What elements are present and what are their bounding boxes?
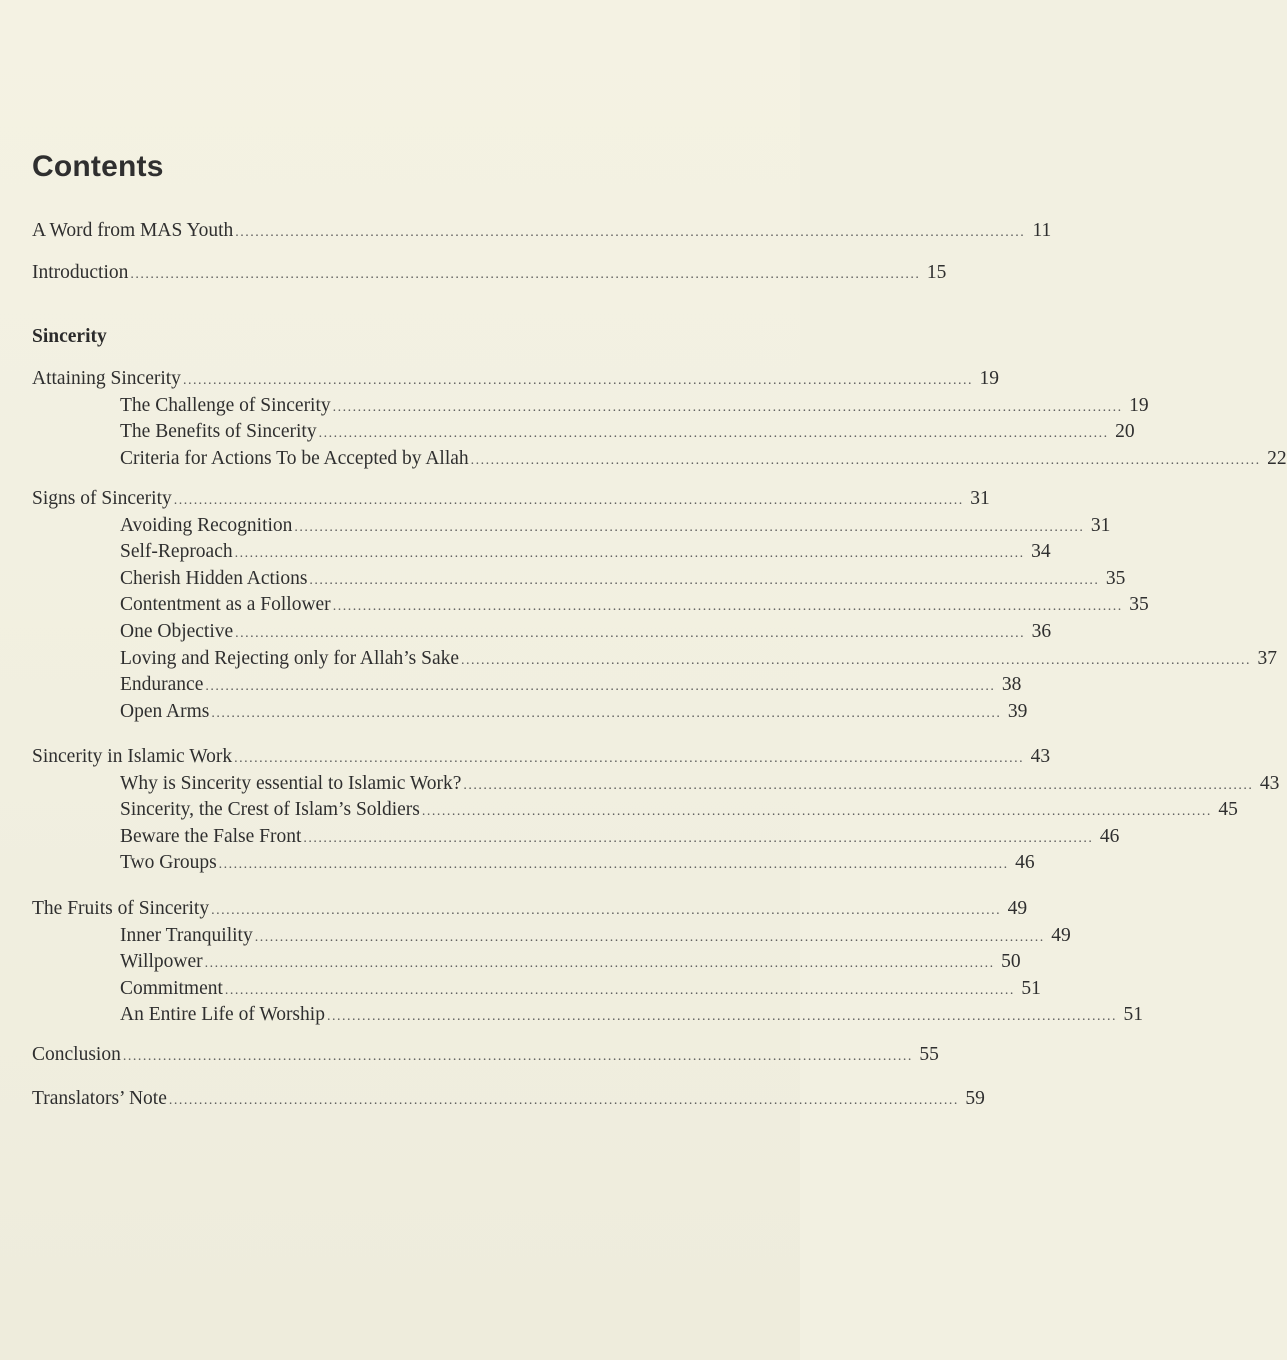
dot-leader: .............................................................................................................................................................. [254, 930, 1045, 945]
dot-leader: .............................................................................................................................................................. [318, 426, 1109, 441]
page-number: 19 [1129, 395, 1149, 416]
page-number: 46 [1015, 852, 1035, 873]
dot-leader: .............................................................................................................................................................. [421, 804, 1212, 819]
toc-subentry [120, 699, 1028, 725]
entry-title: Criteria for Actions To be Accepted by Allah [120, 448, 469, 469]
page-number: 51 [1021, 978, 1041, 999]
toc-subentry [120, 850, 1035, 876]
toc-subentry [120, 923, 1071, 949]
contents-heading: Contents [32, 150, 164, 183]
page-number: 55 [919, 1044, 939, 1065]
dot-leader: .............................................................................................................................................................. [303, 831, 1094, 846]
dot-leader: .............................................................................................................................................................. [332, 599, 1123, 614]
entry-title: Commitment [120, 978, 223, 999]
entry-title: Two Groups [120, 852, 217, 873]
dot-leader: .............................................................................................................................................................. [463, 778, 1254, 793]
entry-title: The Benefits of Sincerity [120, 421, 317, 442]
entry-title: Endurance [120, 674, 204, 695]
dot-leader: .............................................................................................................................................................. [130, 267, 921, 282]
dot-leader: .............................................................................................................................................................. [182, 373, 973, 388]
dot-leader: .............................................................................................................................................................. [234, 751, 1025, 766]
toc-subentry [120, 592, 1149, 618]
dot-leader: .............................................................................................................................................................. [173, 493, 964, 508]
toc-chapter-entry [32, 744, 1051, 770]
page-number: 38 [1001, 674, 1022, 695]
dot-leader: .............................................................................................................................................................. [309, 573, 1100, 588]
toc-subentry [120, 976, 1041, 1002]
page-number: 31 [1090, 515, 1111, 536]
page-number: 43 [1259, 773, 1280, 794]
toc-subentry [120, 446, 1287, 472]
toc-subentry [120, 797, 1238, 823]
toc-subentry [120, 539, 1051, 565]
dot-leader: .............................................................................................................................................................. [326, 1009, 1117, 1024]
entry-title: Inner Tranquility [120, 925, 253, 946]
page-number: 20 [1115, 421, 1135, 442]
entry-title: Signs of Sincerity [32, 488, 172, 509]
page-number: 11 [1032, 220, 1052, 241]
page-number: 19 [979, 368, 999, 389]
toc-subentry [120, 949, 1021, 975]
toc-entry [32, 260, 947, 286]
toc-subentry [120, 419, 1135, 445]
dot-leader: .............................................................................................................................................................. [234, 546, 1025, 561]
page-number: 34 [1031, 541, 1051, 562]
dot-leader: .............................................................................................................................................................. [204, 956, 995, 971]
entry-title: A Word from MAS Youth [32, 220, 234, 241]
toc-subentry [120, 771, 1280, 797]
toc-subentry [120, 824, 1120, 850]
toc-subentry [120, 1002, 1143, 1028]
toc-subentry [120, 619, 1052, 645]
dot-leader: .............................................................................................................................................................. [461, 653, 1252, 668]
entry-title: Sincerity in Islamic Work [32, 746, 233, 767]
entry-title: One Objective [120, 621, 234, 642]
dot-leader: .............................................................................................................................................................. [235, 626, 1026, 641]
toc-entry [32, 1086, 985, 1112]
toc-subentry [120, 513, 1111, 539]
dot-leader: .............................................................................................................................................................. [205, 679, 996, 694]
page-number: 49 [1007, 898, 1028, 919]
toc-chapter-entry [32, 486, 990, 512]
entry-title: The Challenge of Sincerity [120, 395, 331, 416]
dot-leader: .............................................................................................................................................................. [470, 453, 1261, 468]
toc-subentry [120, 646, 1278, 672]
dot-leader: .............................................................................................................................................................. [168, 1093, 959, 1108]
dot-leader: .............................................................................................................................................................. [211, 903, 1002, 918]
entry-title: Willpower [120, 951, 203, 972]
page-number: 15 [926, 262, 947, 283]
entry-title: Contentment as a Follower [120, 594, 331, 615]
toc-entry [32, 218, 1052, 244]
page-number: 50 [1001, 951, 1021, 972]
entry-title: An Entire Life of Worship [120, 1004, 325, 1025]
page-number: 45 [1218, 799, 1238, 820]
page-number: 35 [1129, 594, 1149, 615]
dot-leader: .............................................................................................................................................................. [332, 400, 1123, 415]
entry-title: Why is Sincerity essential to Islamic Work? [120, 773, 462, 794]
entry-title: Cherish Hidden Actions [120, 568, 308, 589]
page-number: 46 [1099, 826, 1120, 847]
entry-title: Avoiding Recognition [120, 515, 293, 536]
entry-title: Sincerity, the Crest of Islam’s Soldiers [120, 799, 420, 820]
entry-title: Conclusion [32, 1044, 121, 1065]
page-number: 22 [1267, 448, 1287, 469]
dot-leader: .............................................................................................................................................................. [122, 1049, 913, 1064]
dot-leader: .............................................................................................................................................................. [235, 225, 1026, 240]
page-number: 43 [1030, 746, 1051, 767]
section-heading-sincerity: Sincerity [32, 326, 107, 347]
page-number: 36 [1031, 621, 1052, 642]
entry-title: Introduction [32, 262, 129, 283]
dot-leader: .............................................................................................................................................................. [218, 857, 1009, 872]
entry-title: Open Arms [120, 701, 210, 722]
dot-leader: .............................................................................................................................................................. [294, 520, 1085, 535]
toc-entry [32, 1042, 939, 1068]
entry-title: Beware the False Front [120, 826, 302, 847]
entry-title: Self-Reproach [120, 541, 233, 562]
toc-subentry [120, 672, 1022, 698]
page-number: 35 [1105, 568, 1126, 589]
dot-leader: .............................................................................................................................................................. [211, 706, 1002, 721]
page-number: 31 [970, 488, 990, 509]
page-number: 51 [1123, 1004, 1143, 1025]
entry-title: Loving and Rejecting only for Allah’s Sake [120, 648, 460, 669]
toc-chapter-entry [32, 366, 999, 392]
page-number: 39 [1007, 701, 1028, 722]
page-number: 59 [965, 1088, 985, 1109]
dot-leader: .............................................................................................................................................................. [224, 983, 1015, 998]
toc-chapter-entry [32, 896, 1028, 922]
entry-title: Attaining Sincerity [32, 368, 181, 389]
entry-title: The Fruits of Sincerity [32, 898, 210, 919]
toc-subentry [120, 566, 1126, 592]
toc-subentry [120, 393, 1149, 419]
page-number: 37 [1257, 648, 1278, 669]
entry-title: Translators’ Note [32, 1088, 167, 1109]
page-number: 49 [1051, 925, 1071, 946]
